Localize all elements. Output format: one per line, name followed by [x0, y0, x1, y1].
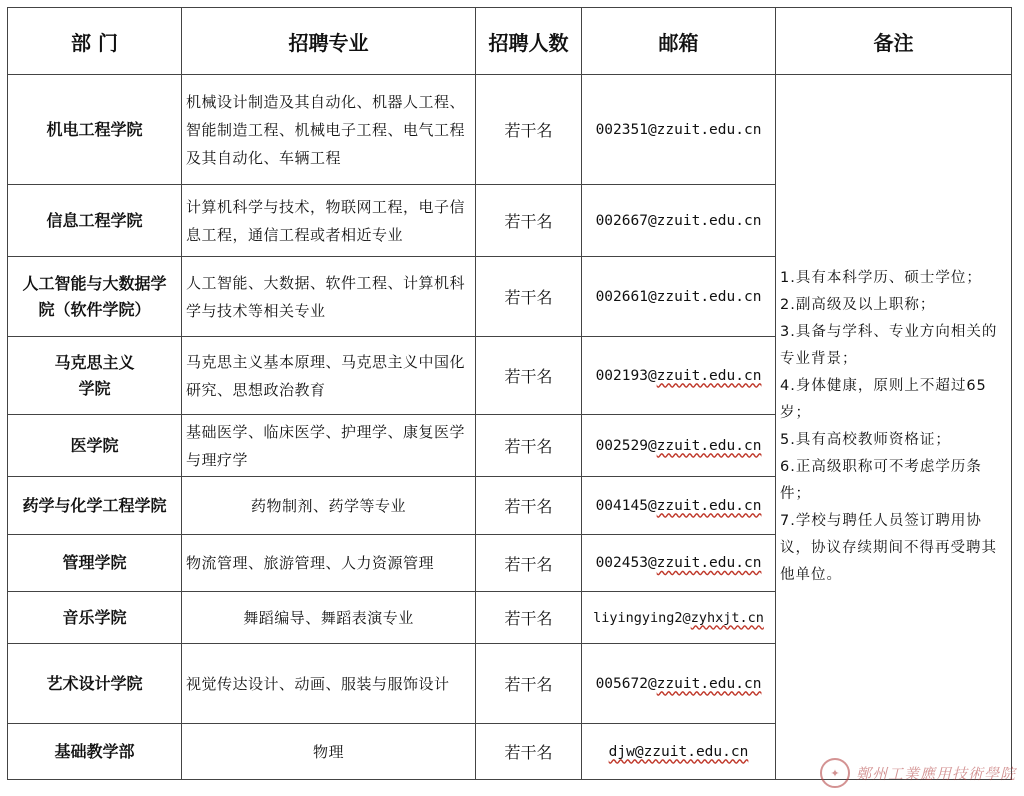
email-domain[interactable]: zzuit.edu.cn [656, 675, 762, 692]
email-address[interactable]: 002529@ [595, 437, 657, 454]
email-domain[interactable]: zzuit.edu.cn [656, 437, 762, 454]
department-cell [8, 535, 182, 592]
recruitment-table [7, 7, 1012, 780]
watermark-text: 鄭州工業應用技術學院 [855, 764, 1016, 783]
major-cell: 基础医学、临床医学、护理学、康复医学与理疗学 [182, 415, 476, 477]
department-cell [8, 415, 182, 477]
note-item: 5.具有高校教师资格证； [780, 432, 951, 448]
email-address[interactable]: 005672@ [595, 675, 657, 692]
note-item: 6.正高级职称可不考虑学历条件； [780, 459, 982, 502]
department-name: 医学院 [70, 435, 119, 455]
email-address[interactable]: 002351@zzuit.edu.cn [595, 121, 762, 138]
major-cell: 视觉传达设计、动画、服装与服饰设计 [182, 644, 476, 724]
email-domain[interactable]: zyhxjt.cn [690, 609, 764, 626]
count-cell: 若干名 [476, 185, 582, 257]
count-cell: 若干名 [476, 724, 582, 780]
major-cell: 物流管理、旅游管理、人力资源管理 [182, 535, 476, 592]
email-domain[interactable]: djw@zzuit.edu.cn [608, 743, 749, 760]
email-domain[interactable]: zzuit.edu.cn [656, 555, 762, 571]
watermark [820, 758, 1016, 788]
department-name: 马克思主义 [54, 352, 135, 372]
count-cell: 若干名 [476, 75, 582, 185]
department-cell [8, 185, 182, 257]
header-major: 招聘专业 [182, 8, 476, 75]
count-cell: 若干名 [476, 535, 582, 592]
email-cell[interactable] [582, 592, 776, 644]
note-item: 4.身体健康，原则上不超过65岁； [780, 378, 987, 421]
department-name: 音乐学院 [62, 607, 127, 627]
email-cell[interactable] [582, 477, 776, 535]
department-name: 人工智能与大数据学 [22, 273, 167, 293]
email-cell[interactable] [582, 644, 776, 724]
table-row [8, 75, 1012, 185]
email-cell[interactable] [582, 337, 776, 415]
department-name: 艺术设计学院 [46, 673, 143, 693]
email-domain[interactable]: zzuit.edu.cn [656, 367, 762, 384]
major-cell: 计算机科学与技术，物联网工程，电子信息工程，通信工程或者相近专业 [182, 185, 476, 257]
count-cell: 若干名 [476, 257, 582, 337]
major-cell: 舞蹈编导、舞蹈表演专业 [182, 592, 476, 644]
department-name-line2: 学院 [78, 378, 111, 398]
department-cell [8, 477, 182, 535]
school-seal-icon: ✦ [820, 758, 850, 788]
email-address[interactable]: 002453@ [595, 555, 657, 571]
note-item: 7.学校与聘任人员签订聘用协议，协议存续期间不得再受聘其他单位。 [780, 513, 997, 583]
major-cell: 物理 [182, 724, 476, 780]
department-name: 机电工程学院 [46, 119, 143, 139]
department-cell [8, 337, 182, 415]
email-address[interactable]: 002667@zzuit.edu.cn [595, 212, 762, 229]
department-name: 基础教学部 [54, 741, 135, 761]
count-cell: 若干名 [476, 415, 582, 477]
email-cell[interactable] [582, 257, 776, 337]
email-cell[interactable] [582, 724, 776, 780]
notes-cell [776, 75, 1012, 780]
header-email: 邮箱 [582, 8, 776, 75]
note-item: 2.副高级及以上职称； [780, 297, 936, 313]
major-cell: 马克思主义基本原理、马克思主义中国化研究、思想政治教育 [182, 337, 476, 415]
major-cell: 机械设计制造及其自动化、机器人工程、智能制造工程、机械电子工程、电气工程及其自动化、车辆工程 [182, 75, 476, 185]
header-row [8, 8, 1012, 75]
department-cell [8, 644, 182, 724]
department-name: 管理学院 [62, 553, 127, 572]
email-address[interactable]: 004145@ [595, 497, 657, 514]
header-count: 招聘人数 [476, 8, 582, 75]
major-cell: 药物制剂、药学等专业 [182, 477, 476, 535]
email-address[interactable]: 002661@zzuit.edu.cn [595, 288, 762, 305]
count-cell: 若干名 [476, 592, 582, 644]
department-cell [8, 724, 182, 780]
department-name: 药学与化学工程学院 [22, 495, 167, 515]
email-domain[interactable]: zzuit.edu.cn [656, 497, 762, 514]
email-cell[interactable] [582, 185, 776, 257]
major-cell: 人工智能、大数据、软件工程、计算机科学与技术等相关专业 [182, 257, 476, 337]
department-cell [8, 75, 182, 185]
note-item: 3.具备与学科、专业方向相关的专业背景； [780, 324, 998, 367]
department-name-line2: 院（软件学院） [38, 299, 151, 319]
department-cell [8, 592, 182, 644]
email-address[interactable]: 002193@ [595, 367, 657, 384]
note-item: 1.具有本科学历、硕士学位； [780, 270, 982, 286]
department-name: 信息工程学院 [46, 210, 143, 230]
count-cell: 若干名 [476, 337, 582, 415]
header-department: 部 门 [8, 8, 182, 75]
count-cell: 若干名 [476, 477, 582, 535]
department-cell [8, 257, 182, 337]
email-cell[interactable] [582, 75, 776, 185]
header-notes: 备注 [776, 8, 1012, 75]
email-cell[interactable] [582, 535, 776, 592]
email-cell[interactable] [582, 415, 776, 477]
email-address[interactable]: liyingying2@ [593, 609, 691, 626]
count-cell: 若干名 [476, 644, 582, 724]
